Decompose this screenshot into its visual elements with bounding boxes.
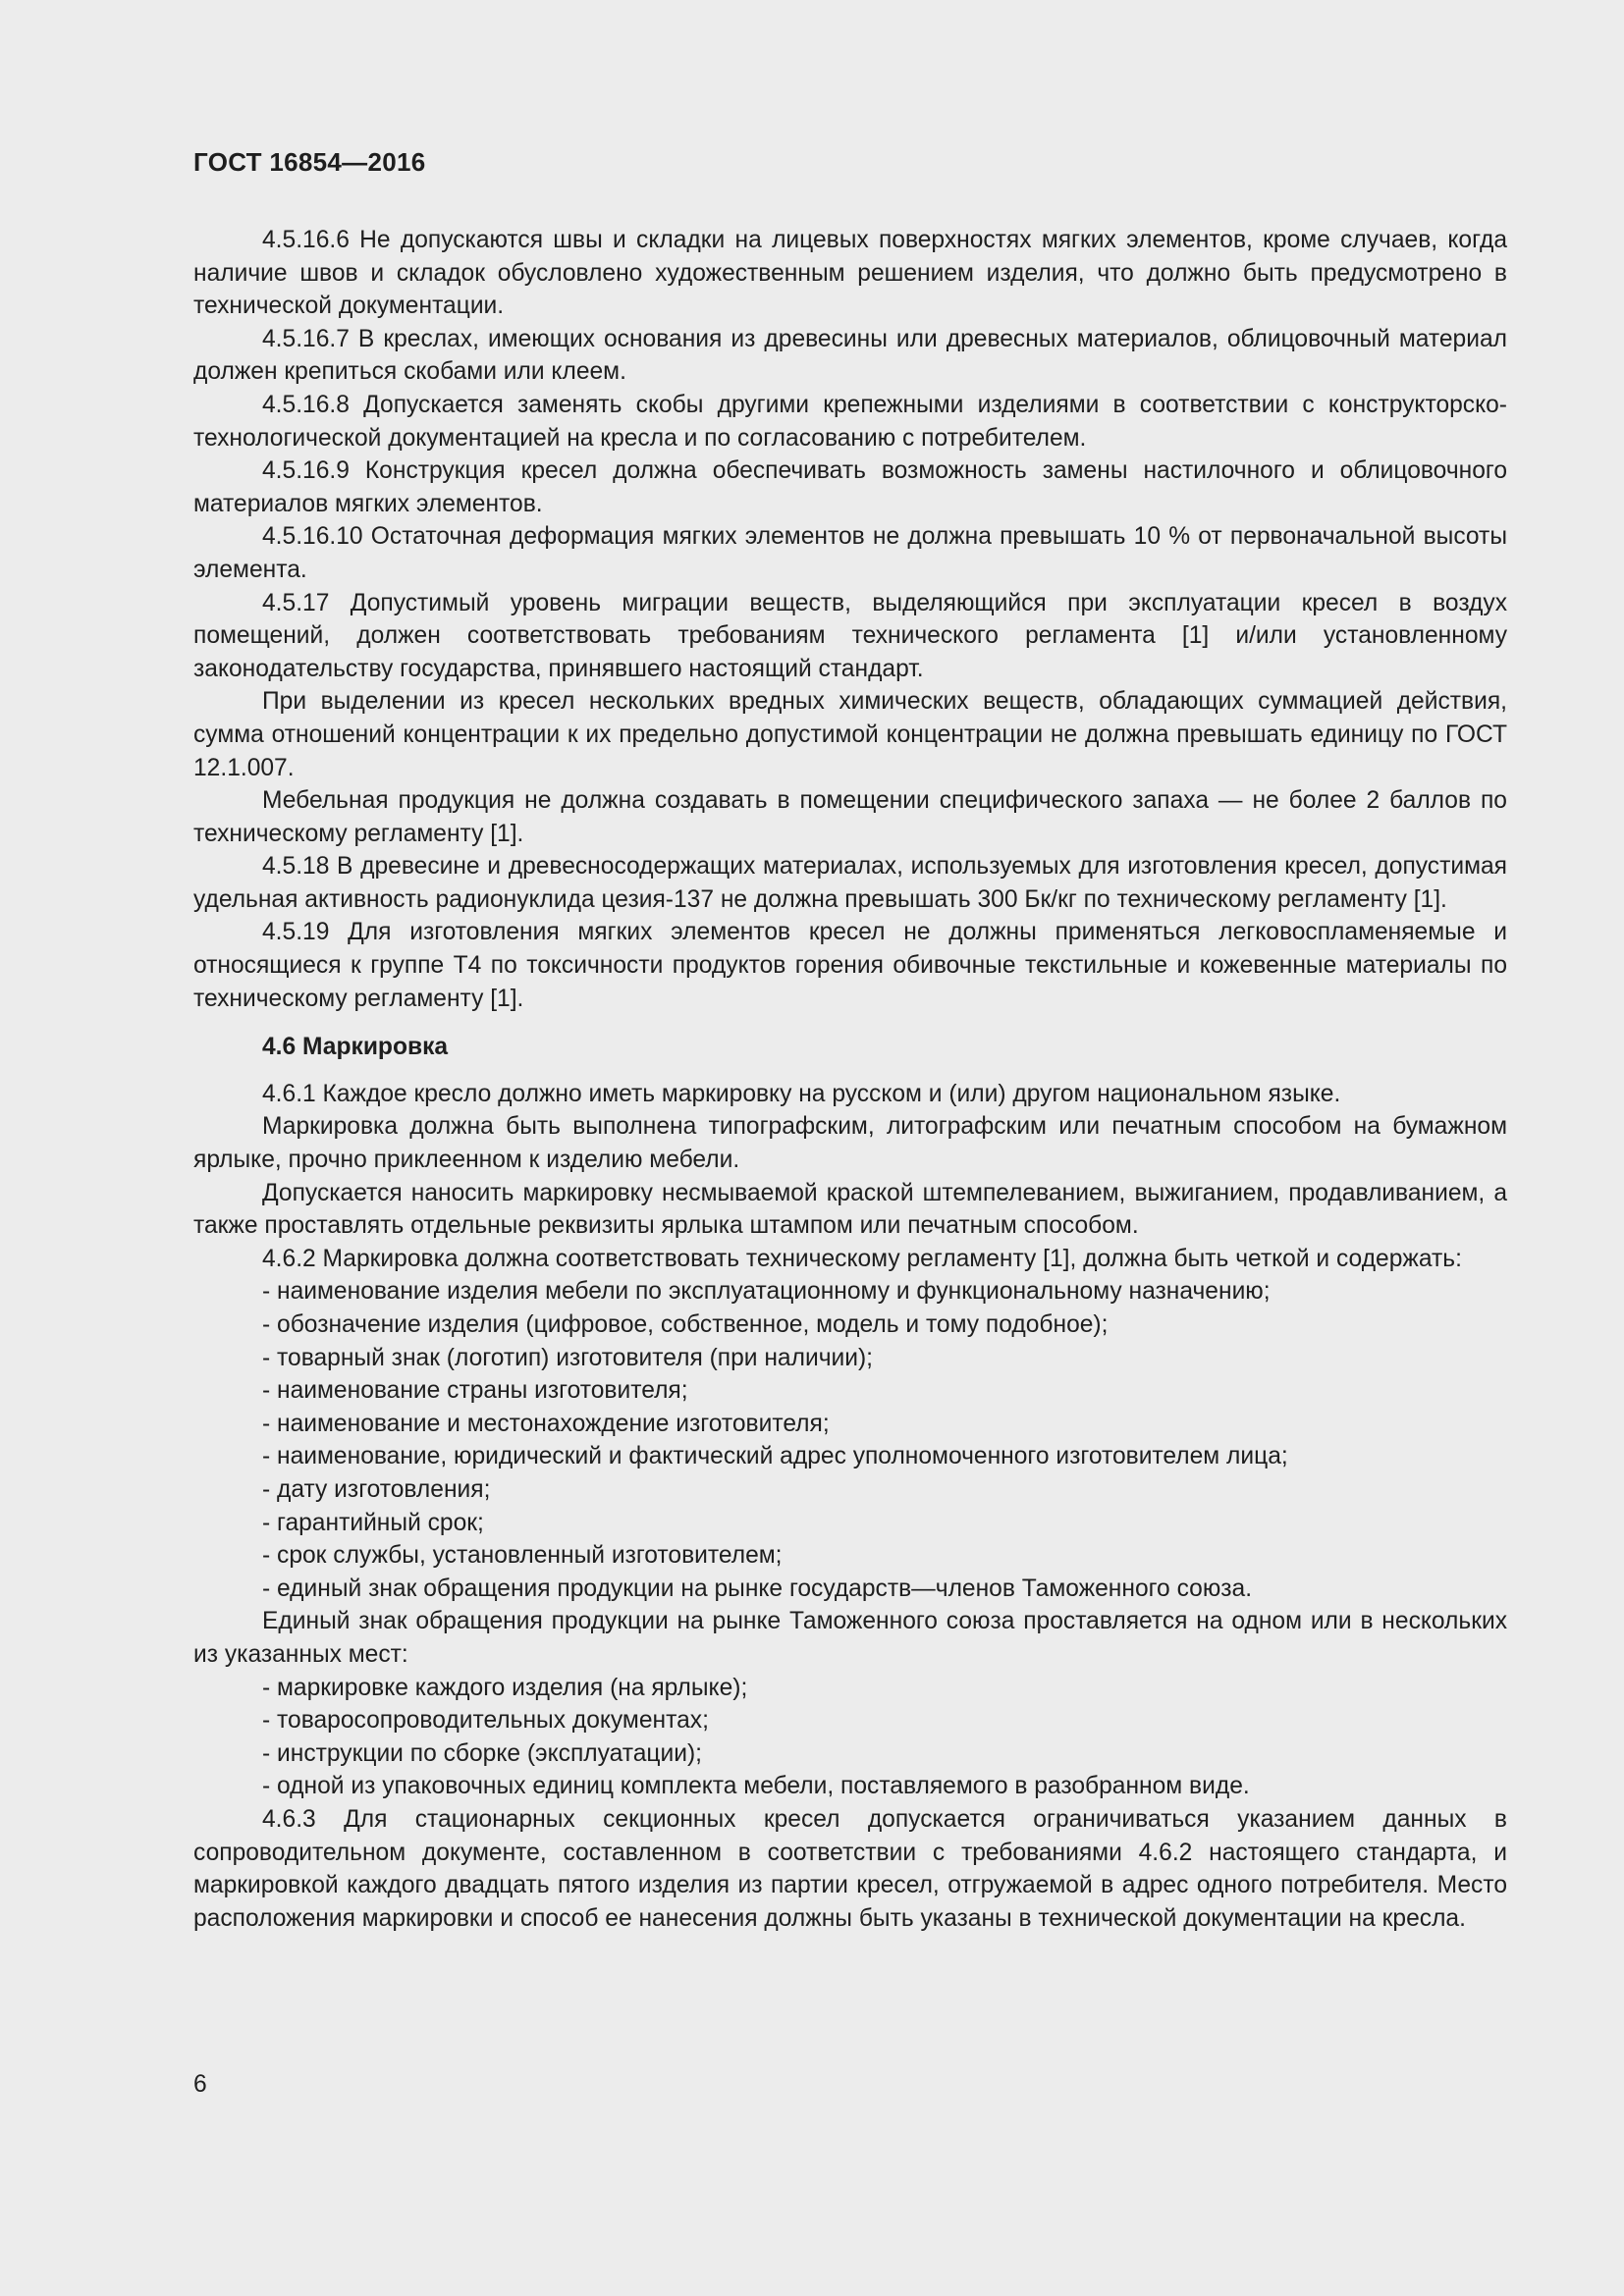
paragraph: 4.6.2 Маркировка должна соответствовать техническому регламенту [1], должна быть четкой и содержать: bbox=[262, 1245, 1462, 1272]
list-item: - маркировке каждого изделия (на ярлыке); bbox=[262, 1674, 748, 1701]
paragraph: При выделении из кресел нескольких вредных химических веществ, обладающих суммацией действия, сумма отношений концентрации к их предельно допустимой концентрации не должна превышать единицу по ГОСТ 12.1.007. bbox=[193, 688, 1507, 781]
paragraph: Единый знак обращения продукции на рынке Таможенного союза проставляется на одном или в нескольких из указанных мест: bbox=[193, 1608, 1507, 1668]
list-item: - товаросопроводительных документах; bbox=[262, 1707, 709, 1735]
list-item: - наименование, юридический и фактический адрес уполномоченного изготовителем лица; bbox=[262, 1443, 1288, 1470]
paragraph: 4.5.16.8 Допускается заменять скобы другими крепежными изделиями в соответствии с конструкторско-технологической документацией на кресла и по согласованию с потребителем. bbox=[193, 391, 1507, 452]
paragraph: 4.5.17 Допустимый уровень миграции веществ, выделяющийся при эксплуатации кресел в воздух помещений, должен соответствовать требованиям технического регламента [1] и/или установленному законодательству государства, принявшего настоящий стандарт. bbox=[193, 589, 1507, 682]
paragraph: 4.5.16.6 Не допускаются швы и складки на лицевых поверхностях мягких элементов, кроме случаев, когда наличие швов и складок обусловлено художественным решением изделия, что должно быть предусмотрено в технической документации. bbox=[193, 227, 1507, 320]
paragraph: Маркировка должна быть выполнена типографским, литографским или печатным способом на бумажном ярлыке, прочно приклеенном к изделию мебели. bbox=[193, 1113, 1507, 1174]
list-item: - одной из упаковочных единиц комплекта мебели, поставляемого в разобранном виде. bbox=[262, 1773, 1250, 1800]
paragraph: 4.5.18 В древесине и древесносодержащих материалах, используемых для изготовления кресел, допустимая удельная активность радионуклида цезия-137 не должна превышать 300 Бк/кг по техническому регламенту [1]. bbox=[193, 853, 1507, 913]
list-item: - дату изготовления; bbox=[262, 1475, 491, 1503]
paragraph: Допускается наносить маркировку несмываемой краской штемпелеванием, выжиганием, продавливанием, а также проставлять отдельные реквизиты ярлыка штампом или печатным способом. bbox=[193, 1179, 1507, 1240]
marking-requirements-list bbox=[193, 1275, 1507, 1605]
paragraph: 4.6.1 Каждое кресло должно иметь маркировку на русском и (или) другом национальном языке. bbox=[262, 1080, 1341, 1107]
list-item: - инструкции по сборке (эксплуатации); bbox=[262, 1739, 703, 1767]
document-body bbox=[193, 224, 1507, 1935]
paragraph: 4.5.16.9 Конструкция кресел должна обеспечивать возможность замены настилочного и облицовочного материалов мягких элементов. bbox=[193, 457, 1507, 517]
section-heading-marking: 4.6 Маркировка bbox=[262, 1034, 449, 1061]
list-item: - наименование и местонахождение изготовителя; bbox=[262, 1410, 830, 1437]
page-number: 6 bbox=[193, 2071, 207, 2098]
paragraph: 4.5.16.7 В креслах, имеющих основания из древесины или древесных материалов, облицовочный материал должен крепиться скобами или клеем. bbox=[193, 325, 1507, 386]
list-item: - обозначение изделия (цифровое, собственное, модель и тому подобное); bbox=[262, 1311, 1109, 1338]
marking-places-list bbox=[193, 1672, 1507, 1803]
list-item: - товарный знак (логотип) изготовителя (при наличии); bbox=[262, 1344, 874, 1371]
list-item: - срок службы, установленный изготовителем; bbox=[262, 1542, 783, 1570]
list-item: - наименование изделия мебели по эксплуатационному и функциональному назначению; bbox=[262, 1278, 1271, 1306]
paragraph: 4.6.3 Для стационарных секционных кресел допускается ограничиваться указанием данных в сопроводительном документе, составленном в соответствии с требованиями 4.6.2 настоящего стандарта, и маркировкой каждого двадцать пятого изделия из партии кресел, отгружаемой в адрес одного потребителя. Место расположения маркировки и способ ее нанесения должны быть указаны в технической документации на кресла. bbox=[193, 1805, 1507, 1932]
list-item: - единый знак обращения продукции на рынке государств—членов Таможенного союза. bbox=[262, 1575, 1253, 1602]
document-code-header: ГОСТ 16854—2016 bbox=[193, 147, 426, 177]
paragraph: 4.5.16.10 Остаточная деформация мягких элементов не должна превышать 10 % от первоначальной высоты элемента. bbox=[193, 523, 1507, 583]
paragraph: 4.5.19 Для изготовления мягких элементов кресел не должны применяться легковоспламеняемые и относящиеся к группе Т4 по токсичности продуктов горения обивочные текстильные и кожевенные материалы по техническому регламенту [1]. bbox=[193, 919, 1507, 1012]
list-item: - наименование страны изготовителя; bbox=[262, 1377, 688, 1405]
paragraph: Мебельная продукция не должна создавать в помещении специфического запаха — не более 2 баллов по техническому регламенту [1]. bbox=[193, 787, 1507, 847]
list-item: - гарантийный срок; bbox=[262, 1509, 484, 1536]
